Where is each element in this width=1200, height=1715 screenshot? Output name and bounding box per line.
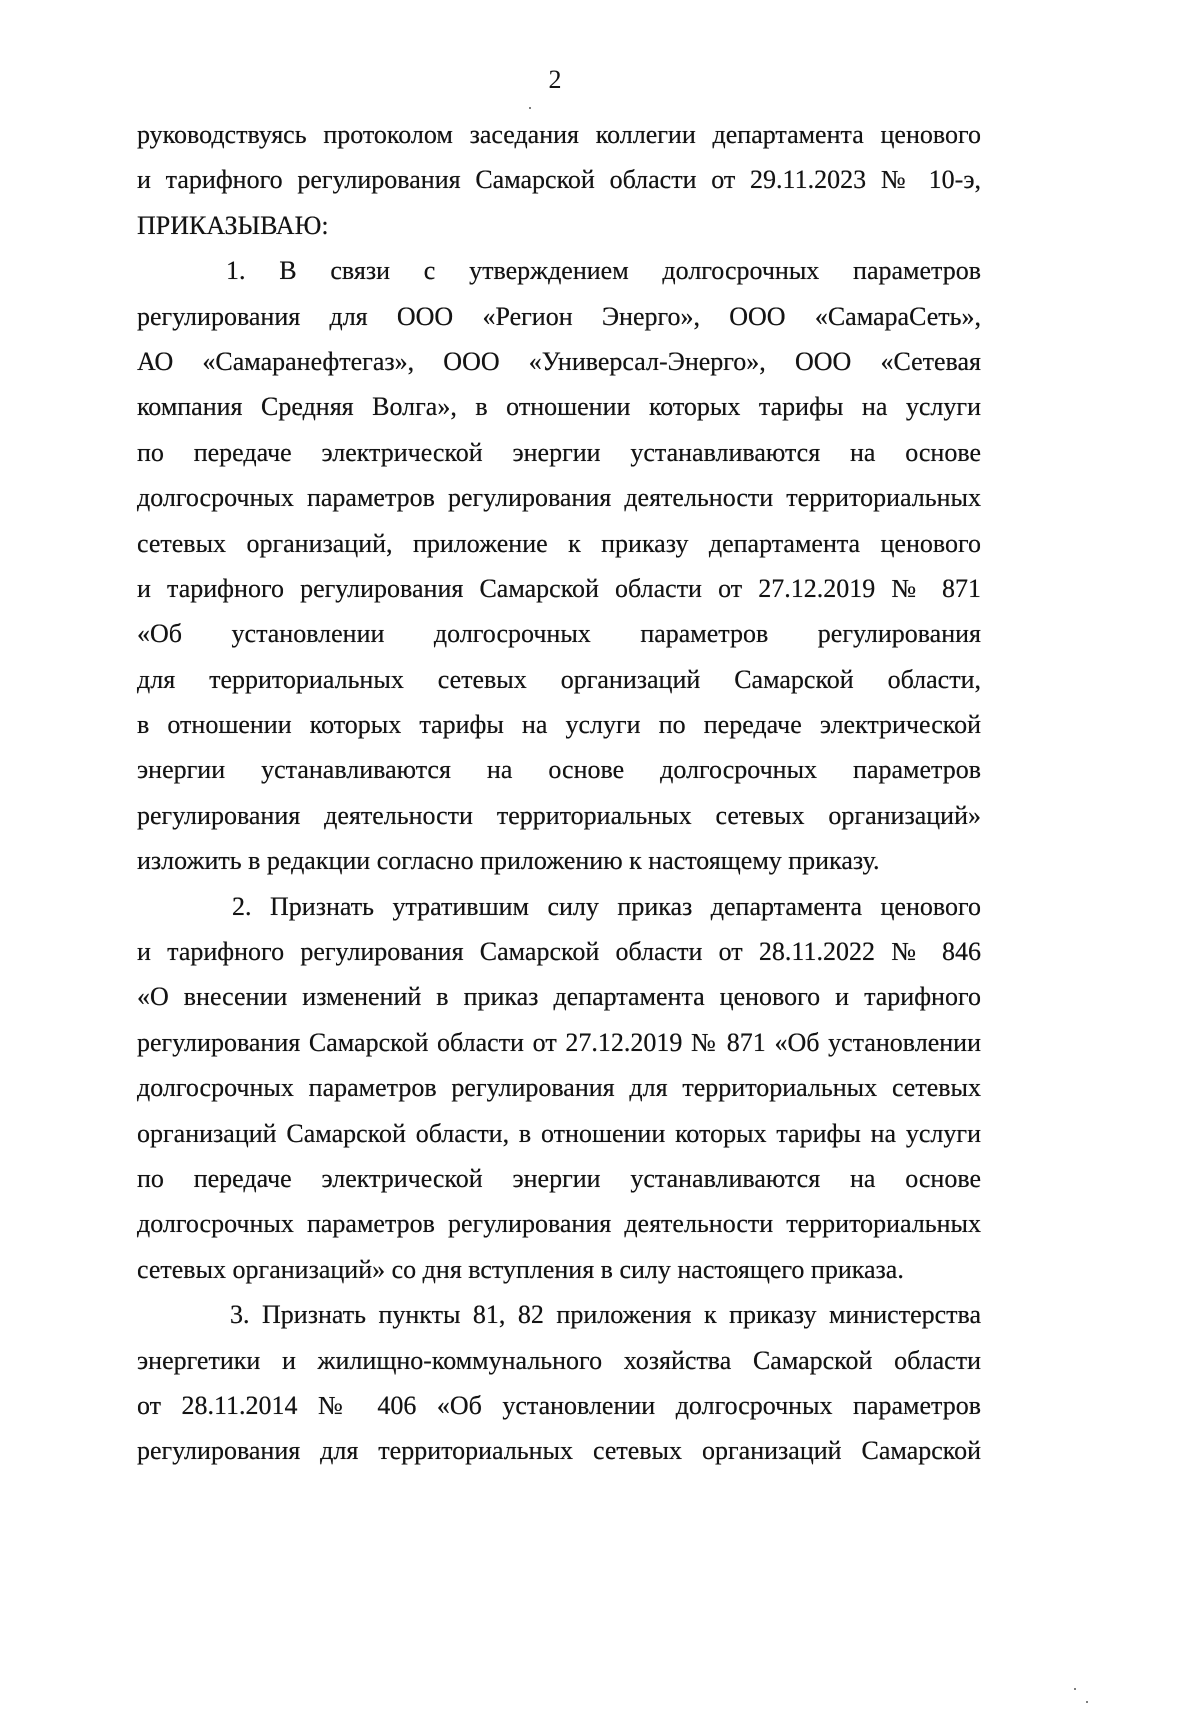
text-line: 1. В связи с утверждением долгосрочных параметров — [226, 256, 981, 286]
text-line: долгосрочных параметров регулирования деятельности территориальных — [137, 483, 981, 513]
text-line: 2. Признать утратившим силу приказ департамента ценового — [232, 891, 981, 921]
text-line: по передаче электрической энергии устанавливаются на основе — [137, 1163, 981, 1193]
text-line: «Об установлении долгосрочных параметров регулирования — [137, 619, 981, 649]
page-number: 2 — [548, 65, 562, 94]
scan-speck — [1074, 1688, 1076, 1690]
text-line: от 28.11.2014 № 406 «Об установлении долгосрочных параметров — [137, 1390, 981, 1420]
text-line: изложить в редакции согласно приложению к настоящему приказу. — [137, 846, 880, 876]
text-line: сетевых организаций» со дня вступления в силу настоящего приказа. — [137, 1254, 904, 1284]
text-line: 3. Признать пункты 81, 82 приложения к приказу министерства — [230, 1300, 981, 1330]
text-line: долгосрочных параметров регулирования для территориальных сетевых — [137, 1073, 981, 1103]
text-line: регулирования для ООО «Регион Энерго», ООО «СамараСеть», — [137, 301, 981, 331]
text-line: для территориальных сетевых организаций Самарской области, — [137, 664, 981, 694]
order-heading: ПРИКАЗЫВАЮ: — [137, 210, 329, 240]
text-line: энергии устанавливаются на основе долгосрочных параметров — [137, 755, 981, 785]
text-line: компания Средняя Волга», в отношении которых тарифы на услуги — [137, 392, 981, 422]
text-line: и тарифного регулирования Самарской области от 29.11.2023 № 10-э, — [137, 165, 981, 195]
order-item-3 — [137, 1292, 981, 1474]
text-line: в отношении которых тарифы на услуги по передаче электрической — [137, 710, 981, 740]
text-line: и тарифного регулирования Самарской области от 28.11.2022 № 846 — [137, 937, 981, 967]
scan-speck — [1086, 1701, 1088, 1703]
text-line: энергетики и жилищно-коммунального хозяйства Самарской области — [137, 1345, 981, 1375]
text-line: руководствуясь протоколом заседания коллегии департамента ценового — [137, 120, 981, 149]
text-line: регулирования для территориальных сетевых организаций Самарской — [137, 1436, 981, 1466]
document-body — [137, 112, 981, 1474]
text-line: регулирования деятельности территориальных сетевых организаций» — [137, 800, 981, 830]
scan-speck — [529, 107, 531, 109]
text-line: и тарифного регулирования Самарской области от 27.12.2019 № 871 — [137, 573, 981, 603]
text-line: долгосрочных параметров регулирования деятельности территориальных — [137, 1209, 981, 1239]
text-line: «О внесении изменений в приказ департамента ценового и тарифного — [137, 982, 981, 1012]
text-line: организаций Самарской области, в отношении которых тарифы на услуги — [137, 1118, 981, 1148]
text-line: сетевых организаций, приложение к приказу департамента ценового — [137, 528, 981, 558]
preamble-paragraph — [137, 112, 981, 248]
order-item-2 — [137, 884, 981, 1293]
text-line: регулирования Самарской области от 27.12.2019 № 871 «Об установлении — [137, 1027, 981, 1057]
order-item-1 — [137, 248, 981, 883]
text-line: АО «Самаранефтегаз», ООО «Универсал-Энерго», ООО «Сетевая — [137, 346, 981, 376]
text-line: по передаче электрической энергии устанавливаются на основе — [137, 437, 981, 467]
